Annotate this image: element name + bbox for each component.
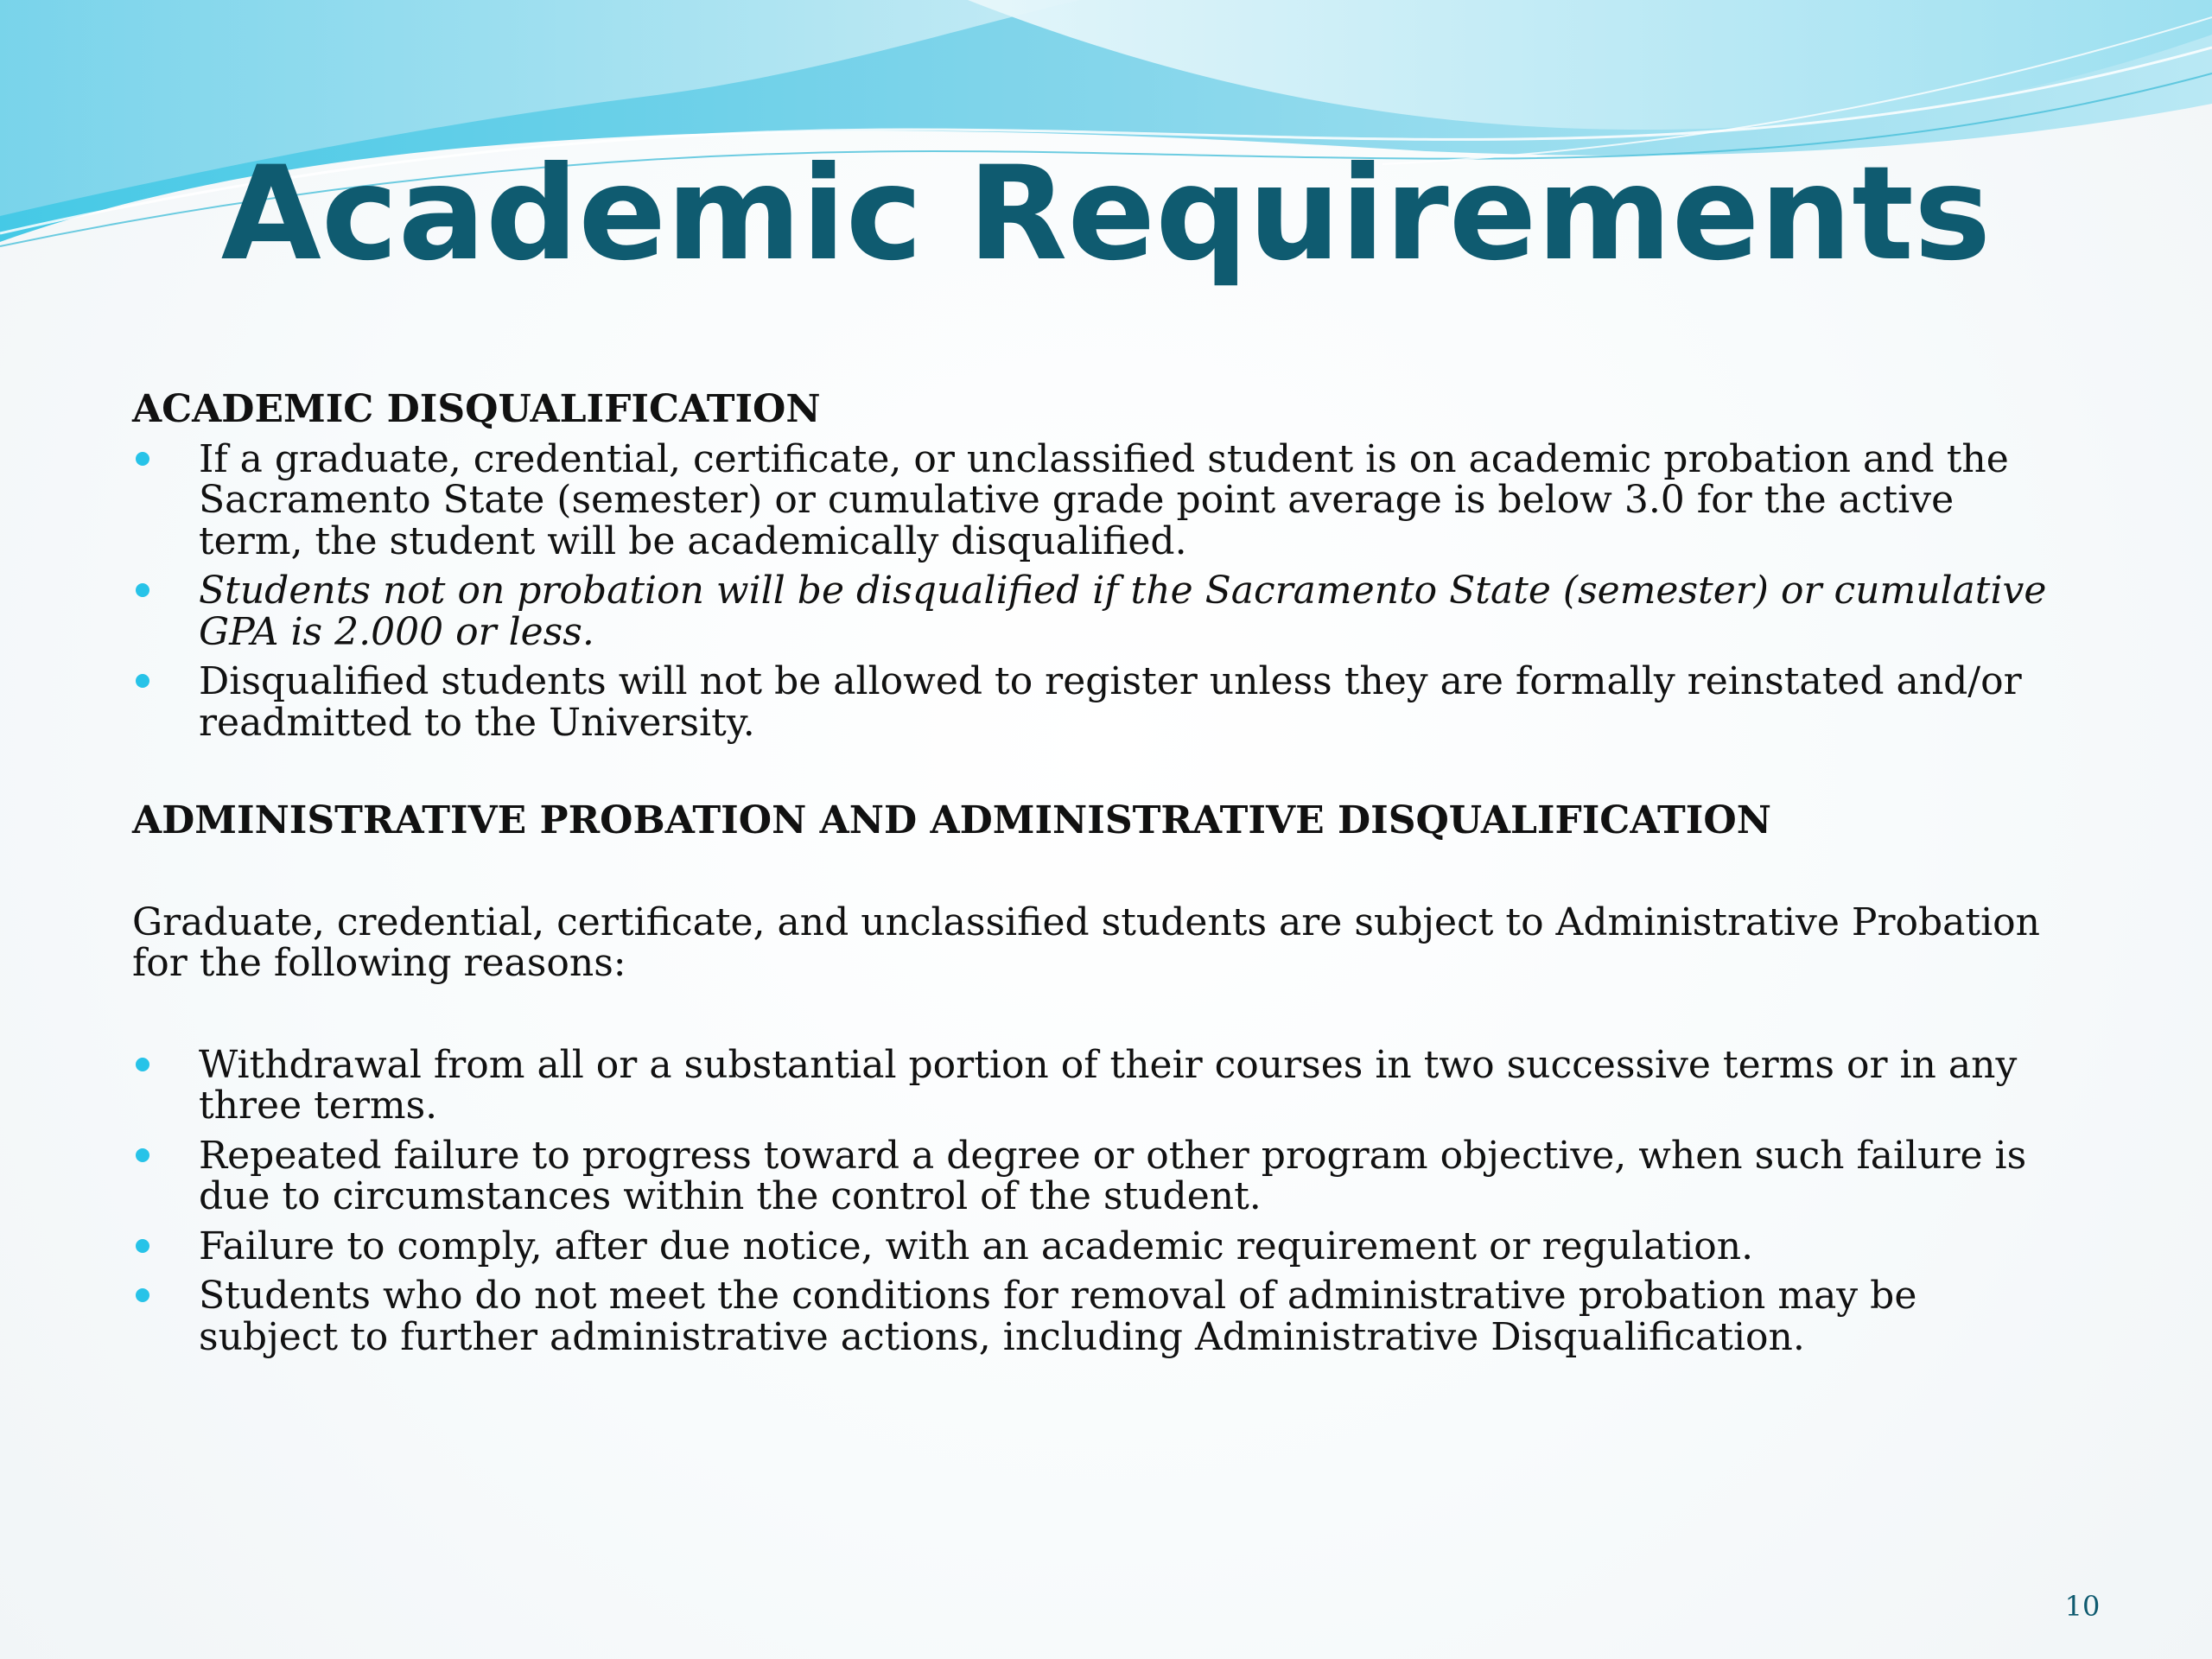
section-heading-administrative-probation: ADMINISTRATIVE PROBATION AND ADMINISTRATIVE DISQUALIFICATION [132,798,1771,843]
slide-title: Academic Requirements [220,139,1992,289]
bullet-text: Students not on probation will be disqualified if the Sacramento State (semester) or cumulative GPA is 2.000 or less. [199,569,2047,654]
bullet-dot-icon [136,1058,149,1071]
bullet-dot-icon [136,674,149,688]
list-item [132,436,2059,563]
spacer [132,984,2059,1045]
bullet-text: Withdrawal from all or a substantial portion of their courses in two successive terms or in any three terms. [199,1042,2018,1128]
administrative-probation-intro: Graduate, credential, certificate, and unclassified students are subject to Administrative Probation for the following reasons: [132,899,2040,986]
spacer [132,850,2059,902]
list-item [132,1275,2059,1357]
page-number: 10 [2064,1590,2101,1623]
list-item [132,1135,2059,1217]
bullet-text: Repeated failure to progress toward a degree or other program objective, when such failure is due to circumstances within the control of the student. [199,1133,2027,1219]
list-item [132,661,2059,743]
slide-content [132,389,2059,1366]
administrative-probation-list [132,1042,2059,1359]
academic-disqualification-list [132,436,2059,745]
list-item [132,1042,2059,1128]
bullet-dot-icon [136,1288,149,1302]
bullet-text: Students who do not meet the conditions for removal of administrative probation may be subject to further administrative actions, including Administrative Disqualification. [199,1274,1917,1359]
spacer [132,752,2059,800]
bullet-text: Failure to comply, after due notice, with an academic requirement or regulation. [199,1224,1754,1268]
section-heading-academic-disqualification: ACADEMIC DISQUALIFICATION [132,387,821,431]
bullet-dot-icon [136,1148,149,1162]
bullet-text: Disqualified students will not be allowed to register unless they are formally reinstated and/or readmitted to the University. [199,659,2022,745]
list-item [132,570,2059,652]
list-item [132,1226,2059,1268]
bullet-dot-icon [136,452,149,466]
bullet-text: If a graduate, credential, certificate, or unclassified student is on academic probation and the Sacramento State (semester) or cumulative grade point average is below 3.0 for the active term, the student will be academically disqualified. [199,436,2009,563]
bullet-dot-icon [136,583,149,597]
bullet-dot-icon [136,1239,149,1253]
